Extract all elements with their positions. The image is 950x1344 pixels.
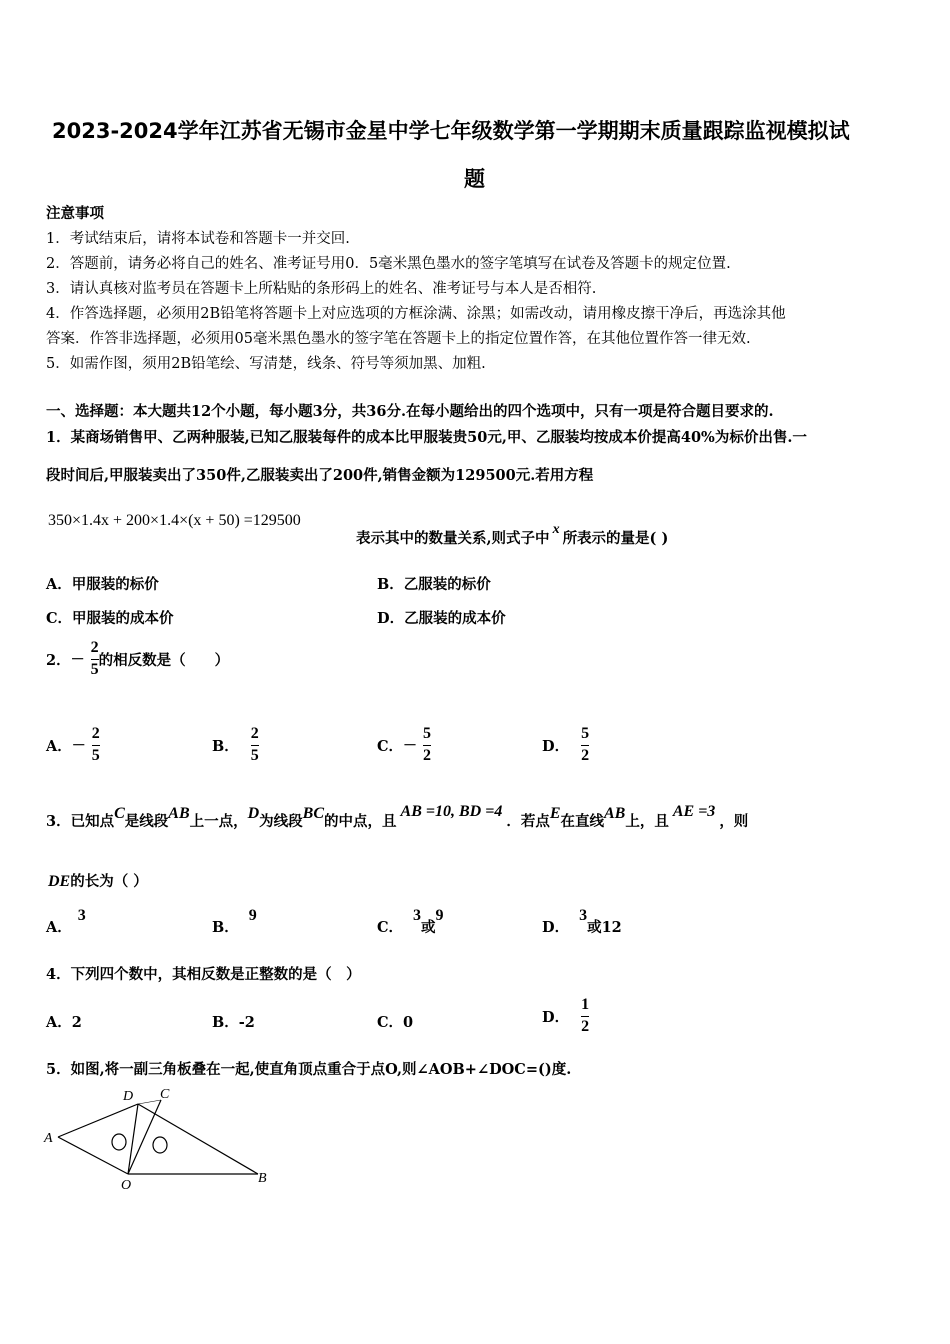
fraction-numerator: 5 xyxy=(423,725,432,742)
q3-text: 是线段 xyxy=(124,813,169,830)
angle-mark-doc xyxy=(153,1137,167,1153)
q3-text: 为线段 xyxy=(259,813,303,830)
notice-heading: 注意事项 xyxy=(46,205,104,222)
option-value: 3 xyxy=(77,907,86,924)
option-fraction xyxy=(581,726,589,765)
notice-item: 3．请认真核对监考员在答题卡上所粘贴的条形码上的姓名、准考证号与本人是否相符. xyxy=(46,281,597,297)
option-label: D． xyxy=(542,737,570,755)
q1-option-b[interactable]: B．乙服装的标价 xyxy=(377,576,491,593)
label-b: B xyxy=(258,1171,267,1186)
option-or: 或 xyxy=(421,919,436,936)
notice-item: 1．考试结束后，请将本试卷和答题卡一并交回. xyxy=(46,231,350,247)
option-or: 或12 xyxy=(587,919,622,936)
q3-text: 上一点， xyxy=(189,813,248,830)
q2-stem xyxy=(46,640,229,679)
minus-sign: － xyxy=(70,653,85,669)
q3-point-e: E xyxy=(549,805,561,822)
fraction-denominator: 2 xyxy=(423,746,432,764)
option-value: 9 xyxy=(248,907,257,924)
option-label: A． xyxy=(46,919,72,936)
q2-stem-tail: 的相反数是（ ） xyxy=(98,651,230,669)
option-label: C． xyxy=(377,919,404,936)
q3-line-ab: AB xyxy=(604,805,626,822)
option-label: B． xyxy=(212,737,239,755)
option-label: D． xyxy=(542,919,570,936)
q4-option-a[interactable]: A．2 xyxy=(46,1014,82,1031)
q3-text: ，则 xyxy=(719,813,749,830)
notice-item: 答案．作答非选择题，必须用05毫米黑色墨水的签字笔在答题卡上的指定位置作答，在其他位置作答一律无效. xyxy=(46,331,751,347)
q1-equation: 350×1.4x + 200×1.4×(x + 50) =129500 xyxy=(48,512,301,529)
q3-option-c[interactable] xyxy=(377,907,444,937)
q3-stem xyxy=(46,803,749,836)
fraction-denominator: 5 xyxy=(91,746,100,764)
option-value: 3 xyxy=(413,907,422,924)
notice-item: 2．答题前，请务必将自己的姓名、准考证号用0．5毫米黑色墨水的签字笔填写在试卷及答题卡的规定位置. xyxy=(46,256,731,272)
q2-number: 2． xyxy=(46,651,71,669)
q3-text: 的长为（ ） xyxy=(70,873,148,890)
q1-stem-line2: 段时间后,甲服装卖出了350件,乙服装卖出了200件,销售金额为129500元.若用方程 xyxy=(46,467,594,484)
page-title: 2023-2024学年江苏省无锡市金星中学七年级数学第一学期期末质量跟踪监视模拟试 xyxy=(52,119,850,143)
q1-stem-tail xyxy=(356,522,669,548)
q3-point-d: D xyxy=(247,805,260,822)
fraction-denominator: 2 xyxy=(581,746,590,764)
notice-item: 5．如需作图，须用2B铅笔绘、写清楚，线条、符号等须加黑、加粗. xyxy=(46,356,486,372)
q3-option-a[interactable] xyxy=(46,907,86,937)
segment-cd xyxy=(138,1100,161,1104)
fraction-numerator: 5 xyxy=(581,725,590,742)
q1-tail-b: 所表示的量是( ) xyxy=(562,530,669,547)
q1-stem-line1: 1．某商场销售甲、乙两种服装,已知乙服装每件的成本比甲服装贵50元,甲、乙服装均按成本价提高40%为标价出售.一 xyxy=(46,429,807,446)
q1-option-c[interactable]: C．甲服装的成本价 xyxy=(46,610,174,627)
q2-option-c[interactable] xyxy=(377,726,431,765)
q3-text: 3．已知点 xyxy=(46,813,115,830)
label-d: D xyxy=(123,1089,134,1104)
q3-text: 在直线 xyxy=(560,813,604,830)
minus-sign: － xyxy=(71,739,86,755)
q2-option-a[interactable] xyxy=(46,726,100,765)
q3-point-c: C xyxy=(114,805,125,822)
fraction-denominator: 5 xyxy=(90,660,99,678)
fraction-denominator: 2 xyxy=(581,1017,590,1035)
option-value: 9 xyxy=(435,907,444,924)
angle-mark-aob xyxy=(112,1134,126,1150)
option-label: C． xyxy=(377,737,404,755)
label-a: A xyxy=(44,1131,53,1146)
q2-fraction xyxy=(91,640,99,679)
q3-text: 上，且 xyxy=(625,813,669,830)
fraction-numerator: 1 xyxy=(581,996,590,1013)
q3-option-d[interactable] xyxy=(542,907,622,937)
q1-tail-a: 表示其中的数量关系,则式子中 xyxy=(356,530,550,547)
q3-segment-de: DE xyxy=(48,873,71,890)
fraction-numerator: 2 xyxy=(90,639,99,656)
option-fraction xyxy=(251,726,259,765)
fraction-numerator: 2 xyxy=(91,725,100,742)
q4-option-d[interactable] xyxy=(542,997,589,1036)
q1-option-a[interactable]: A．甲服装的标价 xyxy=(46,576,159,593)
minus-sign: － xyxy=(403,739,418,755)
option-fraction xyxy=(581,997,589,1036)
option-fraction xyxy=(423,726,431,765)
triangle-diagram xyxy=(40,1082,280,1197)
q2-option-b[interactable] xyxy=(212,726,259,765)
q3-text: 的中点，且 xyxy=(324,813,397,830)
segment-ao xyxy=(58,1137,128,1174)
q3-segment-ab: AB xyxy=(168,805,190,822)
q4-option-c[interactable]: C．0 xyxy=(377,1014,414,1031)
option-value: 3 xyxy=(579,907,588,924)
q2-option-d[interactable] xyxy=(542,726,589,765)
option-label: B． xyxy=(212,919,239,936)
label-o: O xyxy=(121,1178,132,1193)
option-fraction xyxy=(92,726,100,765)
q3-segment-bc: BC xyxy=(302,805,325,822)
q4-option-b[interactable]: B．-2 xyxy=(212,1014,255,1031)
option-label: A． xyxy=(46,737,72,755)
q5-stem: 5．如图,将一副三角板叠在一起,使直角顶点重合于点O,则∠AOB+∠DOC=()度. xyxy=(46,1061,572,1078)
q1-option-d[interactable]: D．乙服装的成本价 xyxy=(377,610,506,627)
segment-ad xyxy=(58,1104,138,1137)
fraction-denominator: 5 xyxy=(250,746,259,764)
q3-text: ．若点 xyxy=(506,813,550,830)
q3-option-b[interactable] xyxy=(212,907,257,937)
label-c: C xyxy=(160,1087,170,1102)
q4-stem: 4．下列四个数中，其相反数是正整数的是（ ） xyxy=(46,966,361,983)
q3-condition: AB =10, BD =4 xyxy=(400,803,503,820)
page-title-cont: 题 xyxy=(464,167,485,191)
q3-stem-line2 xyxy=(48,870,148,891)
q1-var: x xyxy=(552,522,560,537)
q3-condition-ae: AE =3 xyxy=(672,803,716,820)
option-label: D． xyxy=(542,1008,570,1026)
section-heading: 一、选择题：本大题共12个小题，每小题3分，共36分.在每小题给出的四个选项中，只有一项是符合题目要求的. xyxy=(46,403,774,420)
fraction-numerator: 2 xyxy=(250,725,259,742)
notice-item: 4．作答选择题，必须用2B铅笔将答题卡上对应选项的方框涂满、涂黑；如需改动，请用橡皮擦干净后，再选涂其他 xyxy=(46,306,786,322)
